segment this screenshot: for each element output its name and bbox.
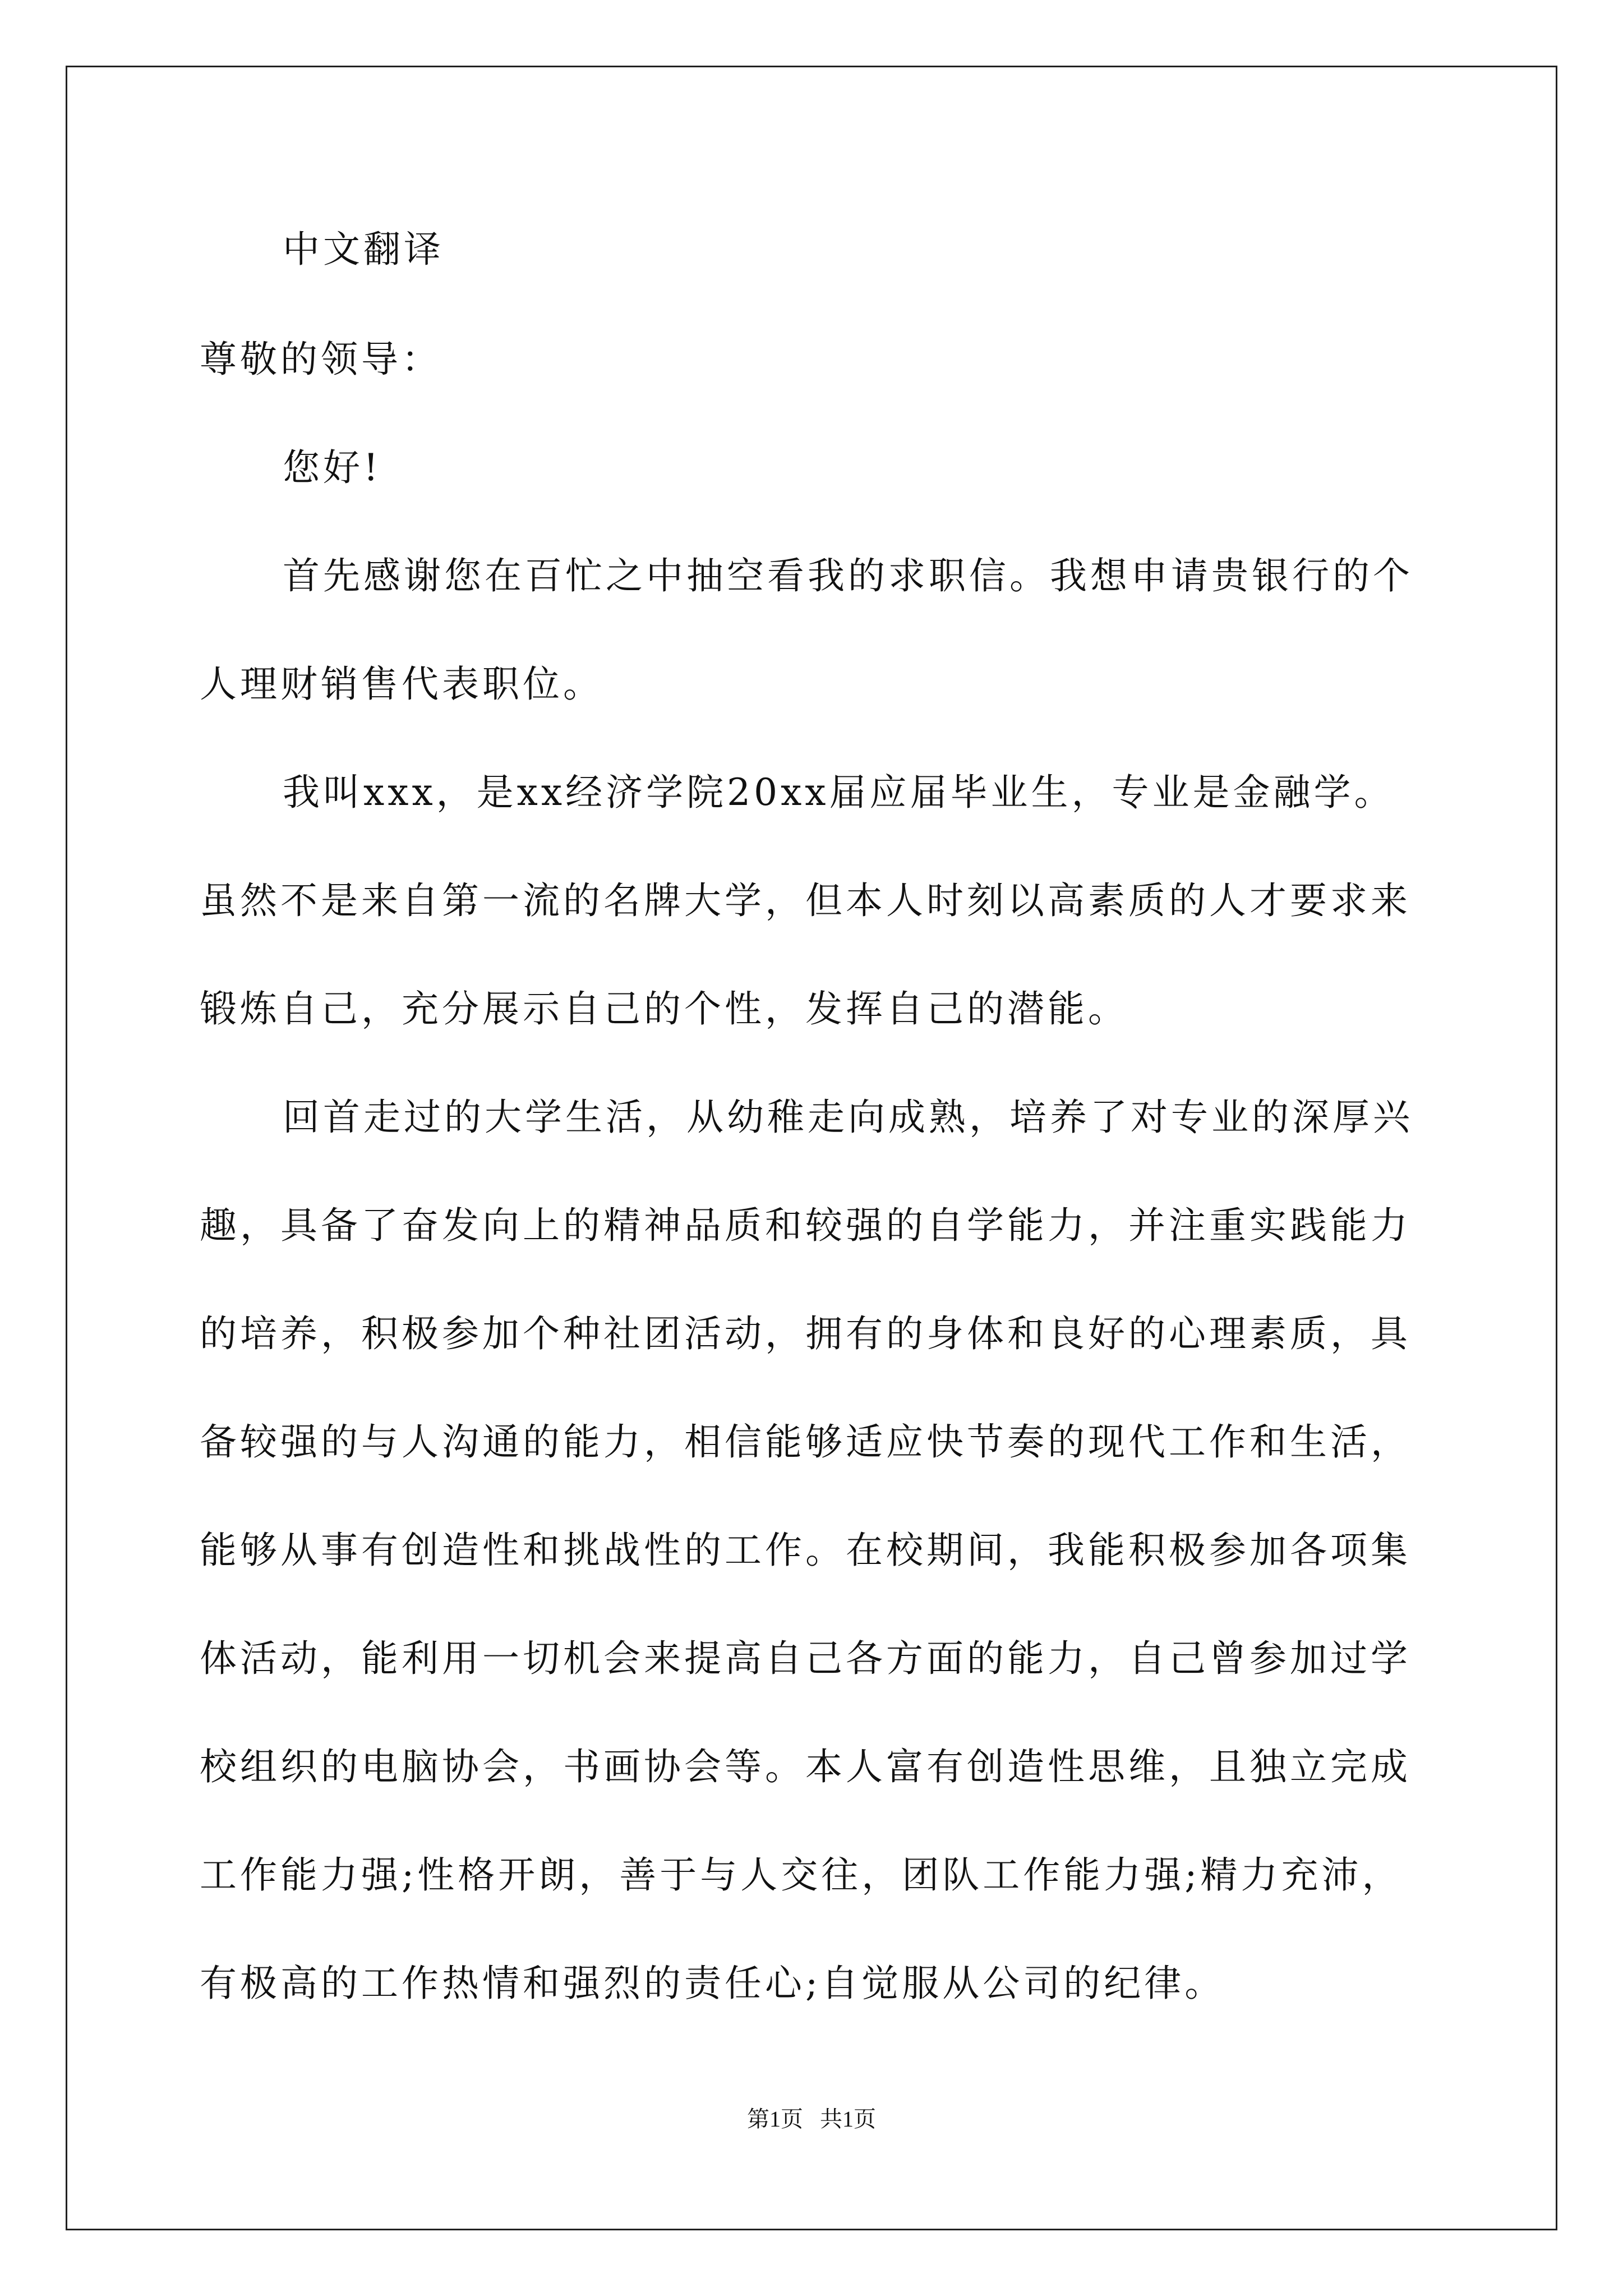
greeting: 您好! bbox=[283, 446, 382, 489]
paragraph-line: 能够从事有创造性和挑战性的工作。在校期间，我能积极参加各项集 bbox=[200, 1529, 1411, 1572]
paragraph-line: 虽然不是来自第一流的名牌大学，但本人时刻以高素质的人才要求来 bbox=[200, 879, 1411, 922]
document-heading: 中文翻译 bbox=[283, 228, 444, 271]
paragraph-line: 的培养，积极参加个种社团活动，拥有的身体和良好的心理素质，具 bbox=[200, 1312, 1411, 1355]
paragraph-line: 工作能力强;性格开朗，善于与人交往，团队工作能力强;精力充沛， bbox=[200, 1853, 1403, 1897]
page-border bbox=[66, 66, 1557, 2230]
salutation: 尊敬的领导： bbox=[200, 338, 442, 381]
paragraph-line: 首先感谢您在百忙之中抽空看我的求职信。我想申请贵银行的个 bbox=[283, 554, 1413, 597]
paragraph-line: 锻炼自己，充分展示自己的个性，发挥自己的潜能。 bbox=[200, 987, 1128, 1030]
paragraph-line: 有极高的工作热情和强烈的责任心;自觉服从公司的纪律。 bbox=[200, 1962, 1225, 2005]
paragraph-line: 校组织的电脑协会，书画协会等。本人富有创造性思维，且独立完成 bbox=[200, 1745, 1411, 1788]
paragraph-line: 回首走过的大学生活，从幼稚走向成熟，培养了对专业的深厚兴 bbox=[283, 1096, 1413, 1139]
paragraph-line: 我叫xxx，是xx经济学院20xx届应届毕业生，专业是金融学。 bbox=[283, 771, 1395, 814]
paragraph-line: 备较强的与人沟通的能力，相信能够适应快节奏的现代工作和生活， bbox=[200, 1420, 1411, 1464]
paragraph-line: 趣，具备了奋发向上的精神品质和较强的自学能力，并注重实践能力 bbox=[200, 1204, 1411, 1247]
page-number-footer: 第1页 共1页 bbox=[747, 2106, 876, 2132]
paragraph-line: 体活动，能利用一切机会来提高自己各方面的能力，自己曾参加过学 bbox=[200, 1637, 1411, 1680]
paragraph-line: 人理财销售代表职位。 bbox=[200, 662, 603, 706]
